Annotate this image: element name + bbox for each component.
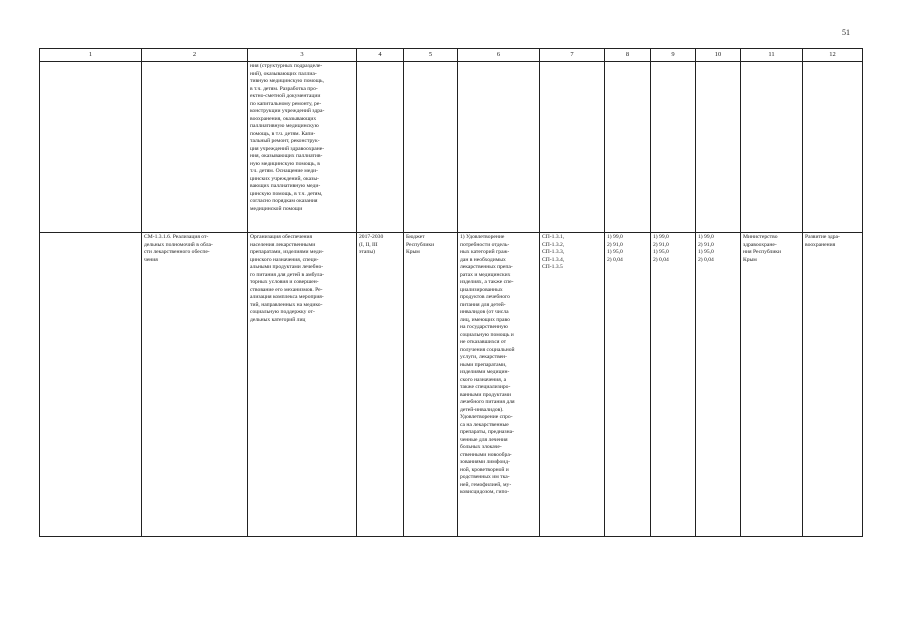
- empty-cell: [540, 62, 605, 233]
- col-header: 10: [696, 49, 741, 62]
- indicator-values-cell: 1) 99,0 2) 91,0 1) 95,0 2) 0,04: [651, 233, 696, 537]
- empty-cell: [357, 62, 404, 233]
- col-header: 12: [803, 49, 863, 62]
- empty-cell: [142, 62, 248, 233]
- col-header: 11: [741, 49, 803, 62]
- header-row: [40, 49, 863, 62]
- page-number: 51: [842, 28, 850, 37]
- col-header: 2: [142, 49, 248, 62]
- col-header: 4: [357, 49, 404, 62]
- program-link-cell: Развитие здра- воохранения: [803, 233, 863, 537]
- indicator-codes-cell: СП-1.3.1, СП-1.3.2, СП-1.3.3, СП-1.3.4, СП-1.3.5: [540, 233, 605, 537]
- activity-description-cell: Организация обеспечения населения лекарственными препаратами, изделиями меди- цинского назначения, специ- альными продуктами лечебно- го питания для детей в амбула- торных условия и совершен- ствование его механизмов. Ре- ализация комплекса мероприя- тий, направленных на медико- социальную поддержку от- дельных категорий лиц: [248, 233, 357, 537]
- responsible-party-cell: Министерство здравоохране- ния Республики Крым: [741, 233, 803, 537]
- empty-cell: [605, 62, 651, 233]
- col-header: 5: [404, 49, 458, 62]
- period-cell: 2017-2030 (I, II, III этапы): [357, 233, 404, 537]
- empty-cell: [803, 62, 863, 233]
- col-header: 3: [248, 49, 357, 62]
- empty-cell: [741, 62, 803, 233]
- empty-cell: [696, 62, 741, 233]
- empty-cell: [40, 62, 142, 233]
- table-row: [40, 233, 863, 537]
- empty-cell: [40, 233, 142, 537]
- measure-name-cell: СМ-1.3.1.6. Реализация от- дельных полномочий в обла- сти лекарственного обеспе- чения: [142, 233, 248, 537]
- empty-cell: [458, 62, 540, 233]
- col-header: 8: [605, 49, 651, 62]
- expected-result-cell: 1) Удовлетворение потребности отдель- ных категорий граж- дан в необходимых лекарственных препа- ратах и медицинских изделиях, а также спе- циализированных продуктов лечебного питания для детей- инвалидов (от числа лиц, имеющих право на государственную социальную помощь и не отказавшихся от получения социальной услуги, лекарствен- ными препаратами, изделиями медицин- ского назначения, а также специализиро- ванными продуктами лечебного питания для детей-инвалидов). Удовлетворение спро- са на лекарственные препараты, предназна- ченные для лечения больных злокаче- ственными новообра- зованиями лимфоид- ной, кроветворной и родственных им тка- ней, гемофилией, му- ковисцидозом, гипо-: [458, 233, 540, 537]
- empty-cell: [651, 62, 696, 233]
- col-header: 7: [540, 49, 605, 62]
- col-header: 9: [651, 49, 696, 62]
- indicator-values-cell: 1) 99,0 2) 91,0 1) 95,0 2) 0,04: [696, 233, 741, 537]
- col-header: 1: [40, 49, 142, 62]
- activity-description-cell: ния (структурных подразделе- ний), оказывающих паллиа- тивную медицинскую помощь, в т.ч. детям. Разработка про- ектно-сметной документации по капитальному ремонту, ре- конструкции учреждений здра- воохранения, оказывающих паллиативную медицинскую помощь, в т.ч. детям. Капи- тальный ремонт, реконструк- ция учреждений здравоохране- ния, оказывающих паллиатив- ную медицинскую помощь, в т.ч. детям. Оснащение меди- цинских учреждений, оказы- вающих паллиативную меди- цинскую помощь, в т.ч. детям, согласно порядкам оказания медицинской помощи: [248, 62, 357, 233]
- col-header: 6: [458, 49, 540, 62]
- table-row: [40, 62, 863, 233]
- funding-source-cell: Бюджет Республики Крым: [404, 233, 458, 537]
- program-table: [39, 48, 863, 537]
- empty-cell: [404, 62, 458, 233]
- indicator-values-cell: 1) 99,0 2) 91,0 1) 95,0 2) 0,04: [605, 233, 651, 537]
